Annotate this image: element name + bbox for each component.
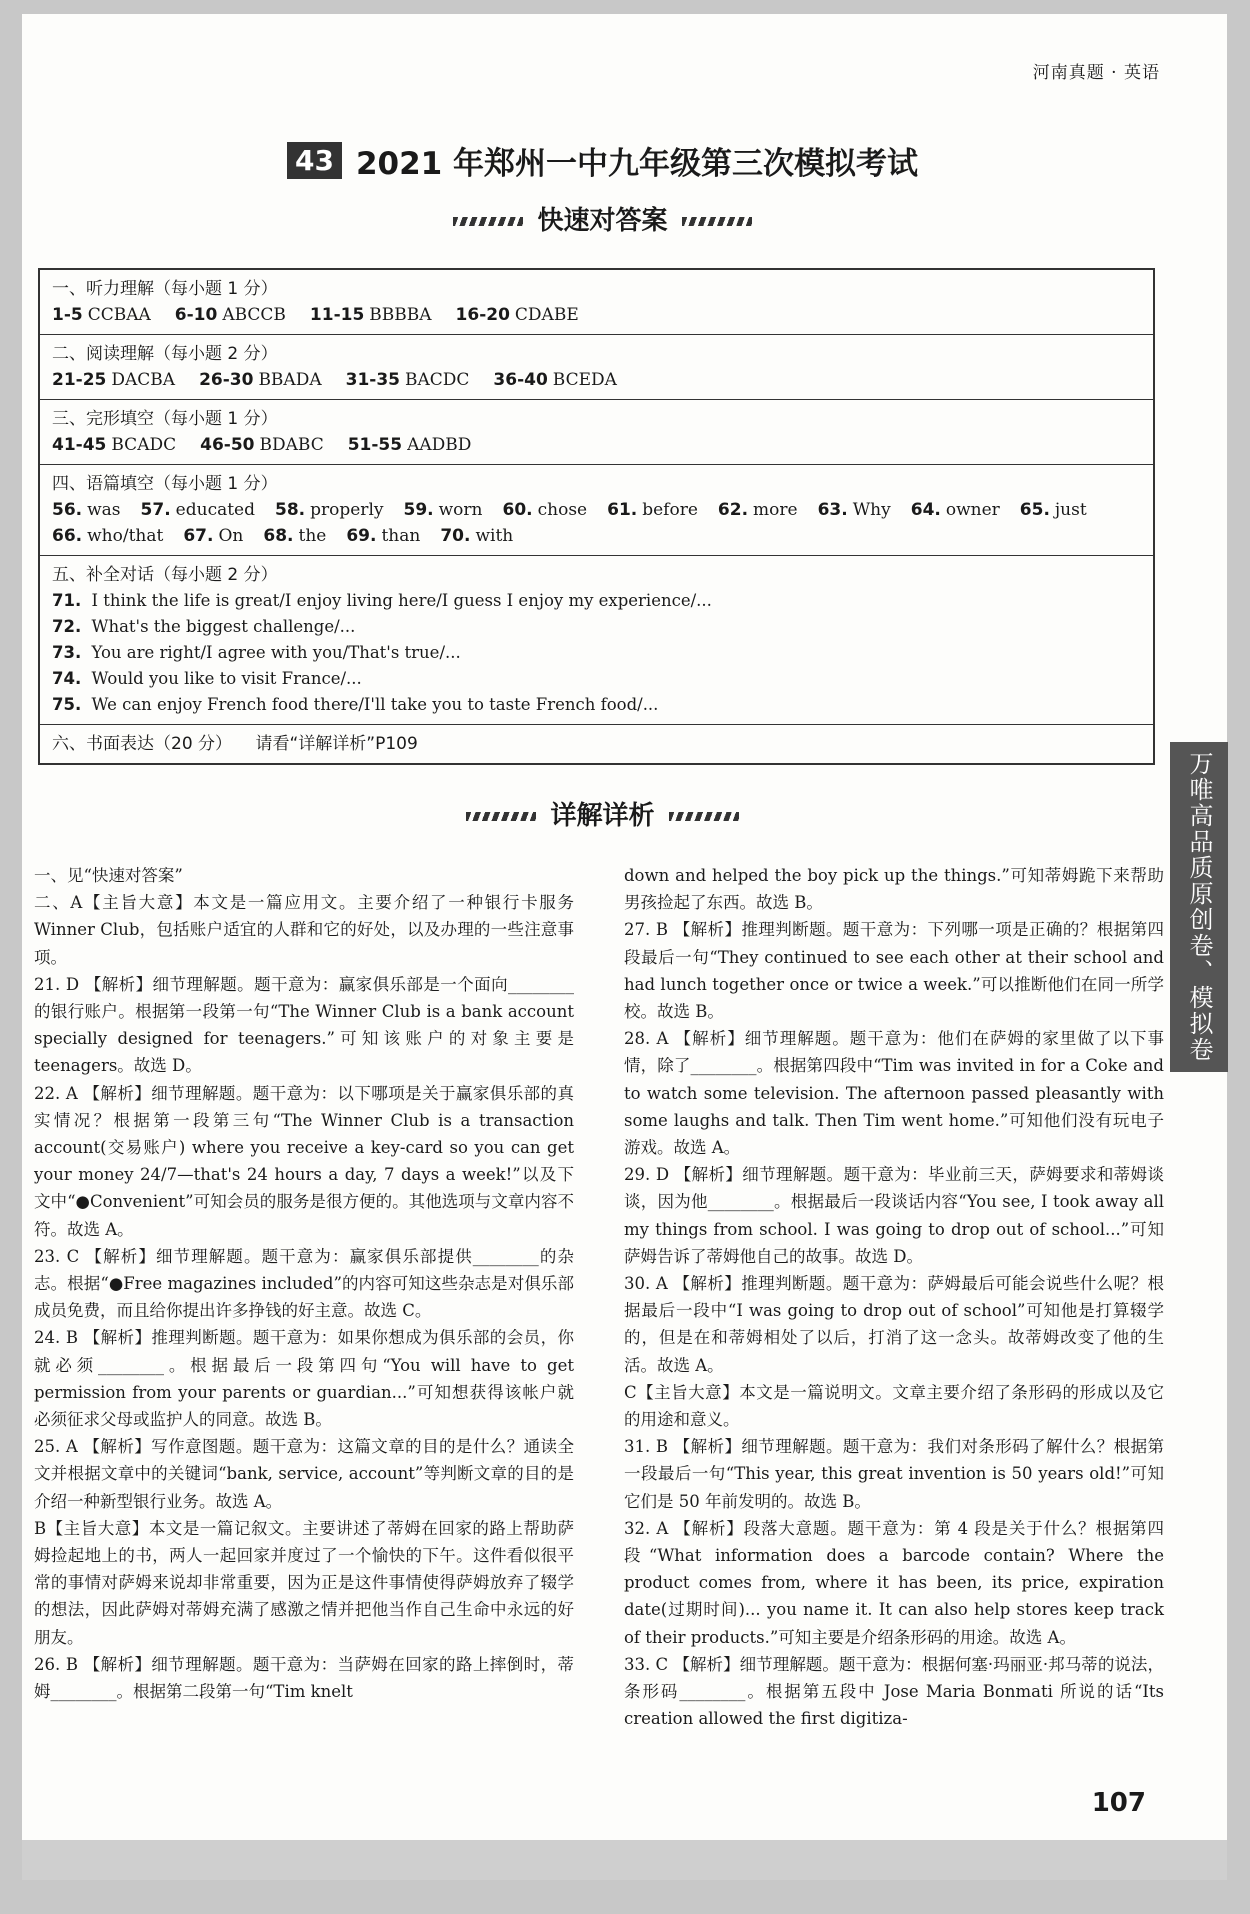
bottom-band <box>22 1840 1227 1880</box>
question-number: 16-20 <box>455 305 510 325</box>
running-header: 河南真题 · 英语 <box>1032 63 1160 83</box>
answer-item <box>911 497 1000 523</box>
banner-dash-right <box>682 217 752 226</box>
question-number: 56. <box>52 500 83 520</box>
question-number: 41-45 <box>52 435 107 455</box>
answer-line <box>52 432 1141 458</box>
banner-dash-left <box>466 812 536 821</box>
section-heading: 四、语篇填空（每小题 1 分） <box>52 474 278 494</box>
answer-value: What's the biggest challenge/... <box>86 617 356 636</box>
explanation-paragraph: 22. A 【解析】细节理解题。题干意为：以下哪项是关于赢家俱乐部的真实情况？根据第一段第三句“The Winner Club is a transaction account(交易账户) where you receive a key-card so you can get your money 24/7—that's 24 hours a day, 7 days a week!”以及下文中“●Convenient”可知会员的服务是很方便的。其他选项与文章内容不符。故选 A。 <box>34 1083 574 1239</box>
answer-value: than <box>381 526 421 546</box>
answer-value: BDABC <box>259 435 324 455</box>
explanation-paragraph: 25. A 【解析】写作意图题。题干意为：这篇文章的目的是什么？通读全文并根据文章中的关键词“bank, service, account”等判断文章的目的是介绍一种新型银行业务。故选 A。 <box>34 1437 574 1511</box>
right-column <box>624 862 1164 1733</box>
answer-item <box>183 523 243 549</box>
answer-item <box>141 497 255 523</box>
answer-item <box>718 497 798 523</box>
detail-banner <box>0 795 1205 832</box>
explanation-paragraph: 29. D 【解析】细节理解题。题干意为：毕业前三天，萨姆要求和蒂姆谈谈，因为他________。根据最后一段谈话内容“You see, I took away all my things from school. I was going to drop out of school...”可知萨姆告诉了蒂姆他自己的故事。故选 D。 <box>624 1165 1164 1266</box>
question-number: 36-40 <box>493 370 548 390</box>
answer-item <box>346 367 470 393</box>
answer-value: CCBAA <box>87 305 151 325</box>
answer-value: educated <box>175 500 255 520</box>
answer-value: properly <box>310 500 384 520</box>
dialogue-answer <box>52 692 1141 718</box>
answer-section-cloze <box>40 400 1153 465</box>
explanation-paragraph: 30. A 【解析】推理判断题。题干意为：萨姆最后可能会说些什么呢？根据最后一段中“I was going to drop out of school”可知他是打算辍学的，但是在和蒂姆相处了以后，打消了这一念头。故蒂姆改变了他的生活。故选 A。 <box>624 1274 1164 1375</box>
answer-item <box>502 497 587 523</box>
answer-item <box>52 302 151 328</box>
question-number: 46-50 <box>200 435 255 455</box>
answer-box <box>38 268 1155 765</box>
question-number: 51-55 <box>347 435 403 455</box>
answer-value: On <box>218 526 244 546</box>
section-heading: 二、阅读理解（每小题 2 分） <box>52 344 278 364</box>
dialogue-answer <box>52 666 1141 692</box>
answer-value: BCADC <box>111 435 177 455</box>
dialogue-answer <box>52 588 1141 614</box>
answer-item <box>607 497 698 523</box>
answer-value: AADBD <box>407 435 472 455</box>
question-number: 1-5 <box>52 305 83 325</box>
answer-value: DACBA <box>111 370 176 390</box>
answer-section-grammar <box>40 465 1153 556</box>
question-number: 66. <box>52 526 83 546</box>
answer-value: worn <box>438 500 483 520</box>
answer-value: BBADA <box>258 370 322 390</box>
answer-line <box>52 497 1141 523</box>
question-number: 57. <box>140 500 171 520</box>
banner-label: 快速对答案 <box>537 206 668 236</box>
answer-value: CDABE <box>514 305 579 325</box>
question-number: 61. <box>607 500 638 520</box>
explanation-paragraph: 33. C 【解析】细节理解题。题干意为：根据何塞·玛丽亚·邦马蒂的说法，条形码________。根据第五段中 Jose Maria Bonmati 所说的话“Its creation allowed the first digitiza- <box>624 1654 1164 1729</box>
explanation-paragraph: 28. A 【解析】细节理解题。题干意为：他们在萨姆的家里做了以下事情，除了________。根据第四段中“Tim was invited in for a Coke and to watch some television. The afternoon passed pleasantly with some laughs and talk. Then Tim went home.”可知他们没有玩电子游戏。故选 A。 <box>624 1029 1164 1158</box>
section-heading: 三、完形填空（每小题 1 分） <box>52 409 278 429</box>
question-number: 74. <box>52 669 82 688</box>
answer-item <box>200 432 324 458</box>
explanation-paragraph: 26. B 【解析】细节理解题。题干意为：当萨姆在回家的路上摔倒时，蒂姆________。根据第二段第一句“Tim knelt <box>34 1654 574 1702</box>
banner-dash-right <box>669 812 739 821</box>
answer-value: was <box>87 500 121 520</box>
answer-value: owner <box>945 500 1000 520</box>
writing-note: 请看“详解详析”P109 <box>255 734 418 754</box>
answer-item <box>440 523 513 549</box>
answer-value: I think the life is great/I enjoy living here/I guess I enjoy my experience/... <box>86 591 712 610</box>
explanation-paragraph: C【主旨大意】本文是一篇说明文。文章主要介绍了条形码的形成以及它的用途和意义。 <box>624 1382 1164 1430</box>
question-number: 21-25 <box>52 370 107 390</box>
answer-item <box>52 523 163 549</box>
question-number: 11-15 <box>309 305 365 325</box>
section-heading: 五、补全对话（每小题 2 分） <box>52 565 278 585</box>
answer-value: BBBBA <box>369 305 432 325</box>
answer-value: We can enjoy French food there/I'll take you to taste French food/... <box>86 695 659 714</box>
answer-item <box>493 367 617 393</box>
answer-line <box>52 523 1141 549</box>
answer-value: just <box>1054 500 1087 520</box>
answer-item <box>456 302 579 328</box>
answer-item <box>310 302 432 328</box>
answer-item <box>52 367 175 393</box>
question-number: 60. <box>502 500 533 520</box>
page-number: 107 <box>1091 1788 1146 1818</box>
answer-item <box>263 523 326 549</box>
answer-section-dialogue <box>40 556 1153 725</box>
question-number: 64. <box>910 500 941 520</box>
answer-value: Would you like to visit France/... <box>86 669 362 688</box>
answer-value: Why <box>852 500 891 520</box>
left-column <box>34 862 574 1705</box>
answer-item <box>403 497 482 523</box>
explanation-paragraph: 21. D 【解析】细节理解题。题干意为：赢家俱乐部是一个面向________的银行账户。根据第一段第一句“The Winner Club is a bank account specially designed for teenagers.”可知该账户的对象主要是 teenagers。故选 D。 <box>34 974 574 1076</box>
question-number: 70. <box>440 526 471 546</box>
question-number: 31-35 <box>345 370 400 390</box>
question-number: 65. <box>1019 500 1050 520</box>
answer-section-reading <box>40 335 1153 400</box>
question-number: 62. <box>717 500 749 520</box>
answer-item <box>1020 497 1087 523</box>
answer-value: more <box>753 500 798 520</box>
answer-section-writing <box>40 725 1153 763</box>
answer-value: ABCCB <box>222 305 286 325</box>
question-number: 75. <box>52 695 82 714</box>
question-number: 71. <box>52 591 82 610</box>
exam-title: 2021 年郑州一中九年级第三次模拟考试 <box>355 146 919 182</box>
answer-item <box>52 497 121 523</box>
answer-item <box>348 432 472 458</box>
exam-number-badge: 43 <box>287 142 342 179</box>
question-number: 6-10 <box>174 305 218 325</box>
question-number: 26-30 <box>199 370 254 390</box>
banner-label: 详解详析 <box>550 801 655 831</box>
explanation-paragraph: 一、见“快速对答案” <box>34 866 183 885</box>
side-tab: 万唯高品质原创卷、模拟卷 <box>1170 742 1228 1072</box>
explanation-paragraph: 32. A 【解析】段落大意题。题干意为：第 4 段是关于什么？根据第四段“What information does a barcode contain? Where the product comes from, where it has been, its price, expiration date(过期时间)... you name it. It can also help stores keep track of their products.”可知主要是介绍条形码的用途。故选 A。 <box>624 1518 1164 1647</box>
answer-section-listening <box>40 270 1153 335</box>
question-number: 68. <box>263 526 294 546</box>
explanation-paragraph: 23. C 【解析】细节理解题。题干意为：赢家俱乐部提供________的杂志。根据“●Free magazines included”的内容可知这些杂志是对俱乐部成员免费，而且给你提出许多挣钱的好主意。故选 C。 <box>34 1246 574 1321</box>
answer-value: BACDC <box>404 370 470 390</box>
question-number: 73. <box>52 643 82 662</box>
answer-item <box>818 497 891 523</box>
explanation-paragraph: 24. B 【解析】推理判断题。题干意为：如果你想成为俱乐部的会员，你就必须________。根据最后一段第四句“You will have to get permission from your parents or guardian...”可知想获得该帐户就必须征求父母或监护人的同意。故选 B。 <box>34 1328 574 1430</box>
section-heading: 一、听力理解（每小题 1 分） <box>52 279 278 299</box>
explanation-paragraph: down and helped the boy pick up the things.”可知蒂姆跪下来帮助男孩捡起了东西。故选 B。 <box>624 866 1164 913</box>
answer-line <box>52 367 1141 393</box>
question-number: 63. <box>817 500 848 520</box>
answer-item <box>275 497 383 523</box>
dialogue-answer <box>52 640 1141 666</box>
page-title <box>0 138 1205 183</box>
answer-value: chose <box>537 500 588 520</box>
question-number: 58. <box>275 500 306 520</box>
explanation-paragraph: 31. B 【解析】细节理解题。题干意为：我们对条形码了解什么？根据第一段最后一句“This year, this great invention is 50 years old!”可知它们是 50 年前发明的。故选 B。 <box>624 1437 1164 1511</box>
answer-line <box>52 302 1141 328</box>
answer-value: with <box>475 526 514 546</box>
dialogue-answer <box>52 614 1141 640</box>
answer-item <box>175 302 286 328</box>
question-number: 72. <box>52 617 82 636</box>
answer-item <box>346 523 420 549</box>
answer-value: You are right/I agree with you/That's true/... <box>86 643 461 662</box>
question-number: 59. <box>403 500 434 520</box>
answer-value: who/that <box>87 526 164 546</box>
explanation-paragraph: B【主旨大意】本文是一篇记叙文。主要讲述了蒂姆在回家的路上帮助萨姆捡起地上的书，两人一起回家并度过了一个愉快的下午。这件看似很平常的事情对萨姆来说却非常重要，因为正是这件事情使得萨姆放弃了辍学的想法，因此萨姆对蒂姆充满了感激之情并把他当作自己生命中永远的好朋友。 <box>34 1518 574 1647</box>
section-heading: 六、书面表达（20 分） <box>52 734 233 754</box>
answer-item <box>199 367 322 393</box>
question-number: 69. <box>346 526 377 546</box>
explanation-paragraph: 27. B 【解析】推理判断题。题干意为：下列哪一项是正确的？根据第四段最后一句“They continued to see each other at their school and had lunch together once or twice a week.”可以推断他们在同一所学校。故选 B。 <box>624 920 1164 1022</box>
answer-value: the <box>298 526 327 546</box>
banner-dash-left <box>453 217 523 226</box>
answer-lines <box>52 588 1141 718</box>
quick-answer-banner <box>0 200 1205 237</box>
answer-item <box>52 432 176 458</box>
question-number: 67. <box>183 526 214 546</box>
answer-value: BCEDA <box>552 370 617 390</box>
explanation-paragraph: 二、A【主旨大意】本文是一篇应用文。主要介绍了一种银行卡服务 Winner Club，包括账户适宜的人群和它的好处，以及办理的一些注意事项。 <box>34 893 574 967</box>
answer-value: before <box>642 500 698 520</box>
